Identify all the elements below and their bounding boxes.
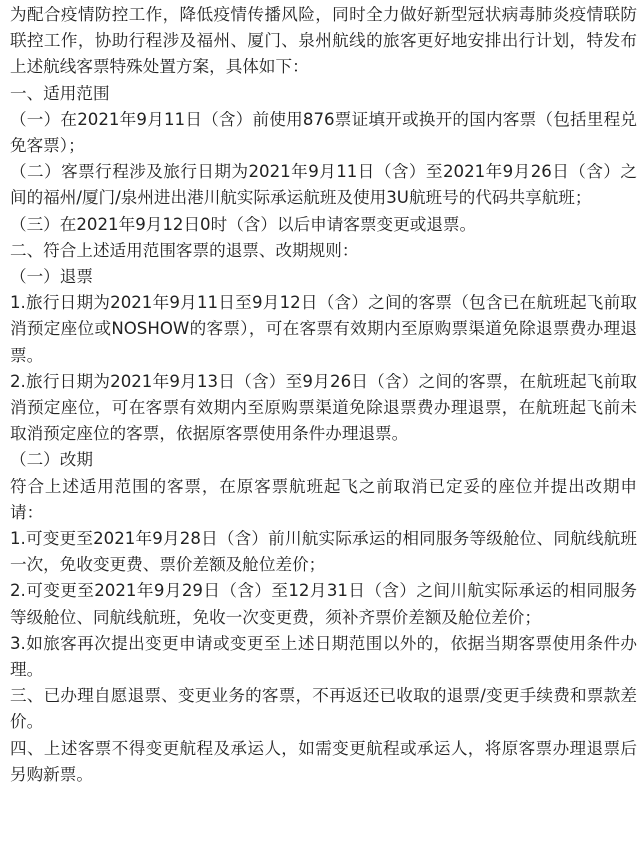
intro-paragraph: 为配合疫情防控工作，降低疫情传播风险，同时全力做好新型冠状病毒肺炎疫情联防联控工作，协助行程涉及福州、厦门、泉州航线的旅客更好地安排出行计划，特发布上述航线客票特殊处置方案，具体如下： bbox=[10, 5, 637, 77]
refund-rule-2: 2.旅行日期为2021年9月13日（含）至9月26日（含）之间的客票，在航班起飞前取消预定座位，可在客票有效期内至原购票渠道免除退票费办理退票，在航班起飞前未取消预定座位的客票，依据原客票使用条件办理退票。 bbox=[10, 371, 637, 444]
reschedule-rule-3: 3.如旅客再次提出变更申请或变更至上述日期范围以外的，依据当期客票使用条件办理。 bbox=[10, 633, 637, 680]
scope-item-2: （二）客票行程涉及旅行日期为2021年9月11日（含）至2021年9月26日（含）之间的福州/厦门/泉州进出港川航实际承运航班及使用3U航班号的代码共享航班； bbox=[10, 162, 637, 208]
section-heading-rules: 二、符合上述适用范围客票的退票、改期规则： bbox=[10, 240, 359, 260]
scope-item-1: （一）在2021年9月11日（含）前使用876票证填开或换开的国内客票（包括里程兑免客票）； bbox=[10, 109, 637, 156]
section-heading-scope: 一、适用范围 bbox=[10, 83, 110, 103]
reschedule-intro: 符合上述适用范围的客票，在原客票航班起飞之前取消已定妥的座位并提出改期申请： bbox=[10, 476, 637, 522]
scope-item-3: （三）在2021年9月12日0时（含）以后申请客票变更或退票。 bbox=[10, 214, 477, 234]
subheading-reschedule: （二）改期 bbox=[10, 450, 93, 470]
subheading-refund: （一）退票 bbox=[10, 267, 93, 287]
reschedule-rule-1: 1.可变更至2021年9月28日（含）前川航实际承运的相同服务等级舱位、同航线航班一次，免收变更费、票价差额及舱位差价； bbox=[10, 529, 637, 575]
reschedule-rule-2: 2.可变更至2021年9月29日（含）至12月31日（含）之间川航实际承运的相同服务等级舱位、同航线航班，免收一次变更费，须补齐票价差额及舱位差价； bbox=[10, 581, 637, 627]
section-no-route-change: 四、上述客票不得变更航程及承运人，如需变更航程或承运人，将原客票办理退票后另购新票。 bbox=[10, 738, 637, 784]
section-voluntary-refund: 三、已办理自愿退票、变更业务的客票，不再返还已收取的退票/变更手续费和票款差价。 bbox=[10, 686, 637, 732]
refund-rule-1: 1.旅行日期为2021年9月11日至9月12日（含）之间的客票（包含已在航班起飞前取消预定座位或NOSHOW的客票），可在客票有效期内至原购票渠道免除退票费办理退票。 bbox=[10, 293, 637, 365]
